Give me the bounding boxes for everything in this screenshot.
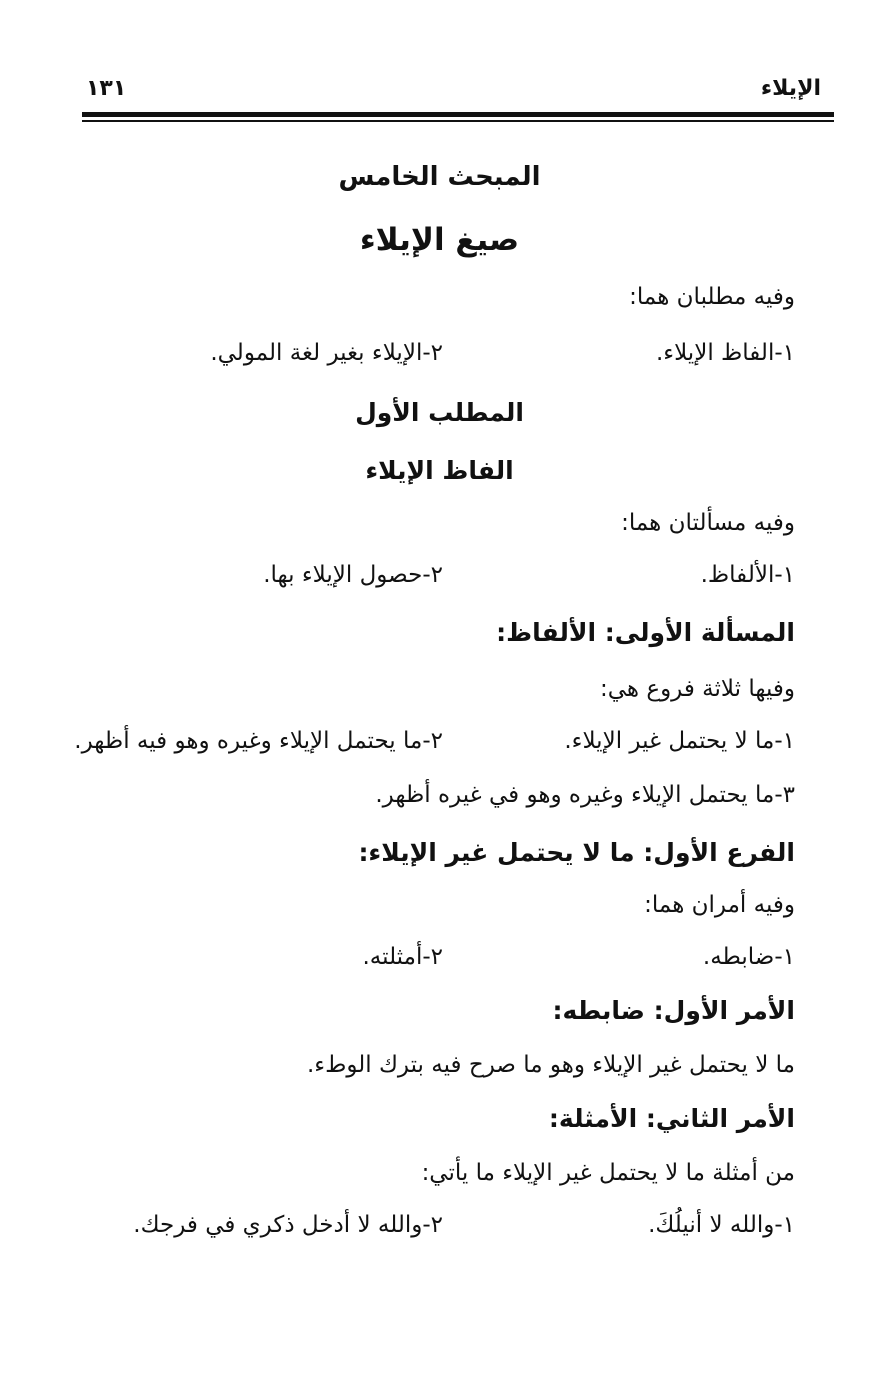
page-number: ١٣١ bbox=[86, 76, 127, 101]
matter1-heading: الأمر الأول: ضابطه: bbox=[552, 996, 795, 1025]
matter1-text: ما لا يحتمل غير الإيلاء وهو ما صرح فيه بترك الوطء. bbox=[306, 1052, 795, 1078]
issue1-item-3: ٣-ما يحتمل الإيلاء وغيره وهو في غيره أظهر. bbox=[375, 782, 795, 808]
subsection-number-title: المطلب الأول bbox=[355, 398, 524, 427]
subsection-item-1: ١-الألفاظ. bbox=[700, 562, 795, 588]
branch1-item-1: ١-ضابطه. bbox=[702, 944, 795, 970]
section-number-title: المبحث الخامس bbox=[338, 162, 541, 192]
running-title: الإيلاء bbox=[760, 76, 821, 101]
matter2-item-2: ٢-والله لا أدخل ذكري في فرجك. bbox=[133, 1212, 443, 1238]
header-rule-thin bbox=[82, 120, 834, 122]
matter2-intro: من أمثلة ما لا يحتمل غير الإيلاء ما يأتي: bbox=[421, 1160, 795, 1186]
header-rule-thick bbox=[82, 112, 834, 117]
subsection-item-2: ٢-حصول الإيلاء بها. bbox=[263, 562, 443, 588]
section-item-2: ٢-الإيلاء بغير لغة المولي. bbox=[210, 340, 443, 366]
section-item-1: ١-الفاظ الإيلاء. bbox=[655, 340, 795, 366]
issue1-item-1: ١-ما لا يحتمل غير الإيلاء. bbox=[564, 728, 795, 754]
issue1-heading: المسألة الأولى: الألفاظ: bbox=[496, 618, 795, 647]
branch1-item-2: ٢-أمثلته. bbox=[362, 944, 443, 970]
section-intro: وفيه مطلبان هما: bbox=[629, 284, 795, 310]
matter2-item-1: ١-والله لا أنيلُكَ. bbox=[648, 1212, 795, 1238]
subsection-title: الفاظ الإيلاء bbox=[365, 456, 514, 485]
subsection-intro: وفيه مسألتان هما: bbox=[621, 510, 795, 536]
matter2-heading: الأمر الثاني: الأمثلة: bbox=[548, 1104, 795, 1133]
issue1-intro: وفيها ثلاثة فروع هي: bbox=[599, 676, 795, 702]
branch1-heading: الفرع الأول: ما لا يحتمل غير الإيلاء: bbox=[358, 838, 795, 867]
branch1-intro: وفيه أمران هما: bbox=[644, 892, 795, 918]
section-title: صيغ الإيلاء bbox=[359, 222, 520, 258]
issue1-item-2: ٢-ما يحتمل الإيلاء وغيره وهو فيه أظهر. bbox=[74, 728, 443, 754]
